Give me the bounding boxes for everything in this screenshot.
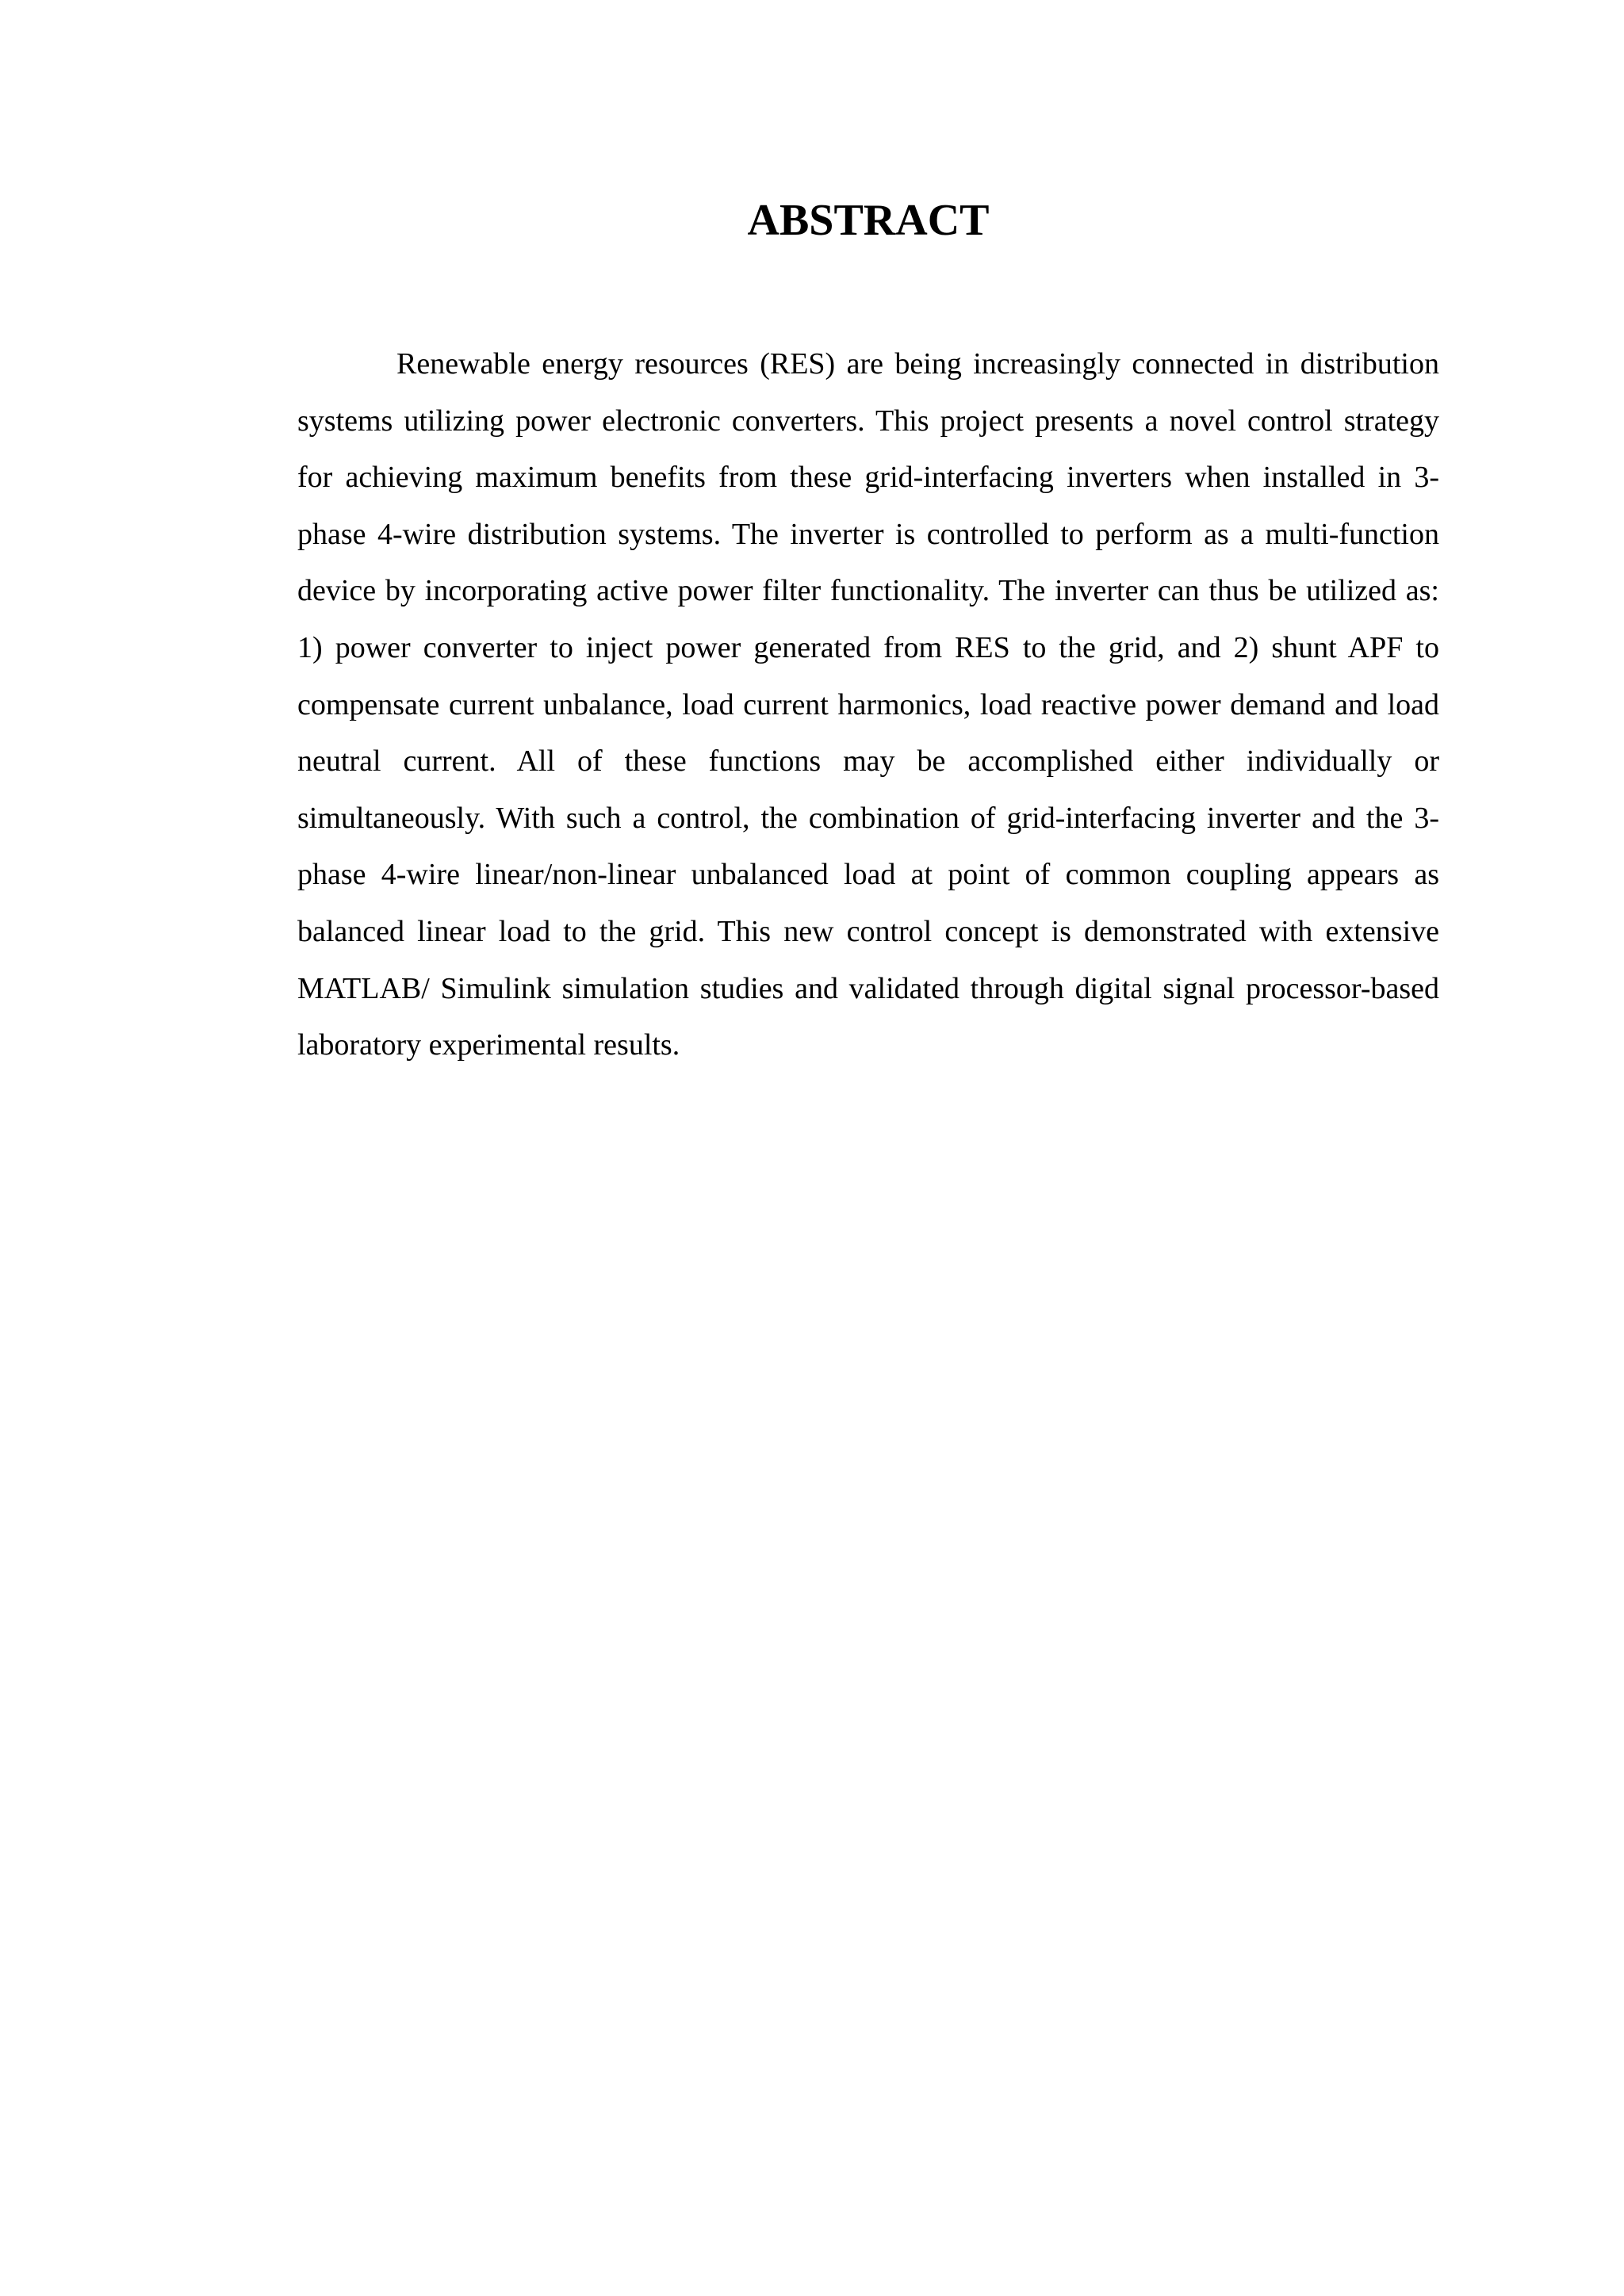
page-title: ABSTRACT (747, 196, 990, 245)
abstract-paragraph: Renewable energy resources (RES) are being increasingly connected in distribution systems utilizing power electronic converters. This project presents a novel control strategy for achieving maximum benefits from these grid-interfacing inverters when installed in 3-phase 4-wire distribution systems. The inverter is controlled to perform as a multi-function device by incorporating active power filter functionality. The inverter can thus be utilized as: 1) power converter to inject power generated from RES to the grid, and 2) shunt APF to compensate current unbalance, load current harmonics, load reactive power demand and load neutral current. All of these functions may be accomplished either individually or simultaneously. With such a control, the combination of grid-interfacing inverter and the 3-phase 4-wire linear/non-linear unbalanced load at point of common coupling appears as balanced linear load to the grid. This new control concept is demonstrated with extensive MATLAB/ Simulink simulation studies and validated through digital signal processor-based laboratory experimental results. (297, 347, 1439, 1062)
